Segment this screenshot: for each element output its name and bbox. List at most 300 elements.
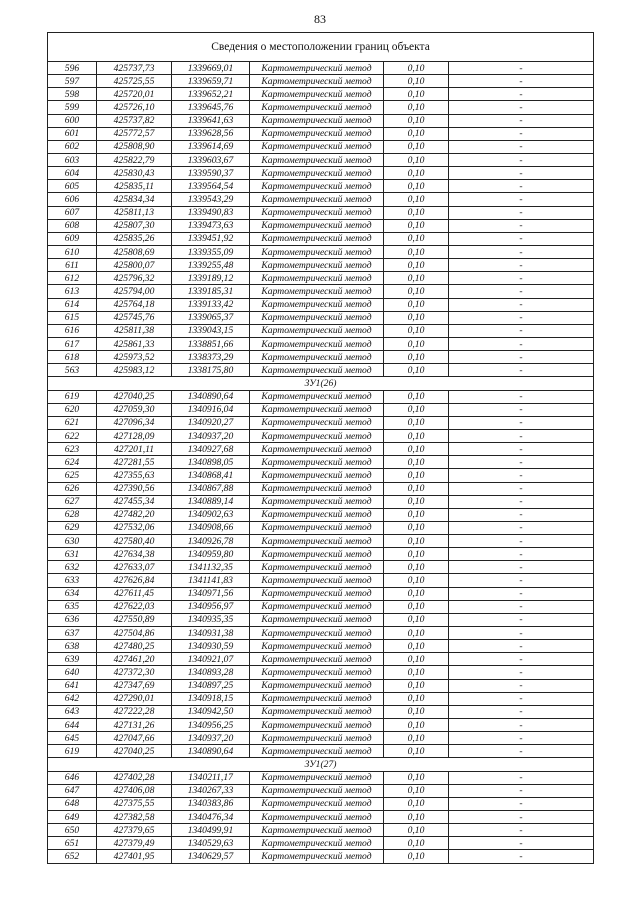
x-coordinate-cell: 427375,55: [97, 797, 172, 810]
description-cell: -: [449, 482, 594, 495]
accuracy-cell: 0,10: [384, 245, 449, 258]
y-coordinate-cell: 1340937,20: [172, 429, 250, 442]
table-row: [48, 429, 594, 442]
accuracy-cell: 0,10: [384, 153, 449, 166]
description-cell: -: [449, 351, 594, 364]
accuracy-cell: 0,10: [384, 548, 449, 561]
table-row: [48, 640, 594, 653]
x-coordinate-cell: 427131,26: [97, 719, 172, 732]
point-number-cell: 624: [48, 456, 97, 469]
method-cell: Картометрический метод: [250, 180, 384, 193]
table-row: [48, 600, 594, 613]
table-row: [48, 587, 594, 600]
point-number-cell: 639: [48, 653, 97, 666]
accuracy-cell: 0,10: [384, 62, 449, 75]
y-coordinate-cell: 1340956,97: [172, 600, 250, 613]
x-coordinate-cell: 427128,09: [97, 429, 172, 442]
description-cell: -: [449, 745, 594, 758]
accuracy-cell: 0,10: [384, 232, 449, 245]
table-row: [48, 732, 594, 745]
y-coordinate-cell: 1340890,64: [172, 390, 250, 403]
point-number-cell: 629: [48, 521, 97, 534]
x-coordinate-cell: 427201,11: [97, 443, 172, 456]
x-coordinate-cell: 427390,56: [97, 482, 172, 495]
accuracy-cell: 0,10: [384, 745, 449, 758]
point-number-cell: 648: [48, 797, 97, 810]
method-cell: Картометрический метод: [250, 613, 384, 626]
description-cell: -: [449, 811, 594, 824]
x-coordinate-cell: 427401,95: [97, 850, 172, 863]
section-label: ЗУ1(26): [48, 377, 594, 390]
x-coordinate-cell: 425800,07: [97, 259, 172, 272]
description-cell: -: [449, 403, 594, 416]
table-row: [48, 219, 594, 232]
method-cell: Картометрический метод: [250, 88, 384, 101]
method-cell: Картометрический метод: [250, 167, 384, 180]
accuracy-cell: 0,10: [384, 679, 449, 692]
description-cell: -: [449, 600, 594, 613]
description-cell: -: [449, 771, 594, 784]
point-number-cell: 605: [48, 180, 97, 193]
point-number-cell: 601: [48, 127, 97, 140]
x-coordinate-cell: 425772,57: [97, 127, 172, 140]
y-coordinate-cell: 1338851,66: [172, 337, 250, 350]
description-cell: -: [449, 443, 594, 456]
accuracy-cell: 0,10: [384, 495, 449, 508]
y-coordinate-cell: 1339590,37: [172, 167, 250, 180]
description-cell: -: [449, 364, 594, 377]
table-row: [48, 692, 594, 705]
point-number-cell: 623: [48, 443, 97, 456]
y-coordinate-cell: 1339185,31: [172, 285, 250, 298]
description-cell: -: [449, 456, 594, 469]
table-row: [48, 548, 594, 561]
point-number-cell: 612: [48, 272, 97, 285]
table-row: [48, 364, 594, 377]
accuracy-cell: 0,10: [384, 837, 449, 850]
method-cell: Картометрический метод: [250, 101, 384, 114]
accuracy-cell: 0,10: [384, 285, 449, 298]
table-row: [48, 206, 594, 219]
description-cell: -: [449, 416, 594, 429]
point-number-cell: 636: [48, 613, 97, 626]
point-number-cell: 649: [48, 811, 97, 824]
accuracy-cell: 0,10: [384, 101, 449, 114]
method-cell: Картометрический метод: [250, 837, 384, 850]
y-coordinate-cell: 1339543,29: [172, 193, 250, 206]
y-coordinate-cell: 1339133,42: [172, 298, 250, 311]
method-cell: Картометрический метод: [250, 245, 384, 258]
point-number-cell: 597: [48, 75, 97, 88]
description-cell: -: [449, 245, 594, 258]
x-coordinate-cell: 427633,07: [97, 561, 172, 574]
point-number-cell: 618: [48, 351, 97, 364]
table-title: Сведения о местоположении границ объекта: [48, 33, 594, 62]
description-cell: -: [449, 75, 594, 88]
y-coordinate-cell: 1339641,63: [172, 114, 250, 127]
description-cell: -: [449, 114, 594, 127]
table-row: [48, 390, 594, 403]
accuracy-cell: 0,10: [384, 784, 449, 797]
accuracy-cell: 0,10: [384, 666, 449, 679]
x-coordinate-cell: 425808,69: [97, 245, 172, 258]
description-cell: -: [449, 587, 594, 600]
x-coordinate-cell: 427622,03: [97, 600, 172, 613]
y-coordinate-cell: 1340211,17: [172, 771, 250, 784]
table-row: [48, 245, 594, 258]
point-number-cell: 603: [48, 153, 97, 166]
point-number-cell: 635: [48, 600, 97, 613]
point-number-cell: 640: [48, 666, 97, 679]
method-cell: Картометрический метод: [250, 127, 384, 140]
y-coordinate-cell: 1339451,92: [172, 232, 250, 245]
method-cell: Картометрический метод: [250, 272, 384, 285]
x-coordinate-cell: 425737,82: [97, 114, 172, 127]
y-coordinate-cell: 1338373,29: [172, 351, 250, 364]
description-cell: -: [449, 535, 594, 548]
table-row: [48, 443, 594, 456]
description-cell: -: [449, 337, 594, 350]
accuracy-cell: 0,10: [384, 705, 449, 718]
page-number: 83: [314, 12, 326, 26]
method-cell: Картометрический метод: [250, 784, 384, 797]
y-coordinate-cell: 1340529,63: [172, 837, 250, 850]
description-cell: -: [449, 784, 594, 797]
method-cell: Картометрический метод: [250, 337, 384, 350]
x-coordinate-cell: 425973,52: [97, 351, 172, 364]
point-number-cell: 616: [48, 324, 97, 337]
x-coordinate-cell: 425835,26: [97, 232, 172, 245]
description-cell: -: [449, 127, 594, 140]
point-number-cell: 638: [48, 640, 97, 653]
accuracy-cell: 0,10: [384, 403, 449, 416]
accuracy-cell: 0,10: [384, 364, 449, 377]
method-cell: Картометрический метод: [250, 482, 384, 495]
point-number-cell: 611: [48, 259, 97, 272]
description-cell: -: [449, 324, 594, 337]
x-coordinate-cell: 427482,20: [97, 508, 172, 521]
accuracy-cell: 0,10: [384, 469, 449, 482]
x-coordinate-cell: 427347,69: [97, 679, 172, 692]
x-coordinate-cell: 427379,65: [97, 824, 172, 837]
method-cell: Картометрический метод: [250, 114, 384, 127]
accuracy-cell: 0,10: [384, 587, 449, 600]
method-cell: Картометрический метод: [250, 521, 384, 534]
y-coordinate-cell: 1340868,41: [172, 469, 250, 482]
method-cell: Картометрический метод: [250, 692, 384, 705]
x-coordinate-cell: 427379,49: [97, 837, 172, 850]
table-row: [48, 180, 594, 193]
description-cell: -: [449, 705, 594, 718]
y-coordinate-cell: 1339189,12: [172, 272, 250, 285]
accuracy-cell: 0,10: [384, 732, 449, 745]
x-coordinate-cell: 427406,08: [97, 784, 172, 797]
method-cell: Картометрический метод: [250, 416, 384, 429]
point-number-cell: 647: [48, 784, 97, 797]
point-number-cell: 615: [48, 311, 97, 324]
accuracy-cell: 0,10: [384, 193, 449, 206]
method-cell: Картометрический метод: [250, 548, 384, 561]
description-cell: -: [449, 837, 594, 850]
description-cell: -: [449, 627, 594, 640]
method-cell: Картометрический метод: [250, 232, 384, 245]
method-cell: Картометрический метод: [250, 653, 384, 666]
y-coordinate-cell: 1340931,38: [172, 627, 250, 640]
point-number-cell: 645: [48, 732, 97, 745]
description-cell: -: [449, 692, 594, 705]
y-coordinate-cell: 1340889,14: [172, 495, 250, 508]
table-row: [48, 351, 594, 364]
section-header-row: [48, 377, 594, 390]
x-coordinate-cell: 425808,90: [97, 140, 172, 153]
accuracy-cell: 0,10: [384, 850, 449, 863]
method-cell: Картометрический метод: [250, 62, 384, 75]
y-coordinate-cell: 1340902,63: [172, 508, 250, 521]
method-cell: Картометрический метод: [250, 535, 384, 548]
description-cell: -: [449, 521, 594, 534]
method-cell: Картометрический метод: [250, 324, 384, 337]
x-coordinate-cell: 427461,20: [97, 653, 172, 666]
x-coordinate-cell: 425861,33: [97, 337, 172, 350]
y-coordinate-cell: 1340916,04: [172, 403, 250, 416]
method-cell: Картометрический метод: [250, 390, 384, 403]
y-coordinate-cell: 1339669,01: [172, 62, 250, 75]
description-cell: -: [449, 508, 594, 521]
point-number-cell: 619: [48, 390, 97, 403]
point-number-cell: 650: [48, 824, 97, 837]
y-coordinate-cell: 1340499,91: [172, 824, 250, 837]
x-coordinate-cell: 425807,30: [97, 219, 172, 232]
point-number-cell: 619: [48, 745, 97, 758]
method-cell: Картометрический метод: [250, 311, 384, 324]
x-coordinate-cell: 427550,89: [97, 613, 172, 626]
x-coordinate-cell: 425796,32: [97, 272, 172, 285]
accuracy-cell: 0,10: [384, 219, 449, 232]
method-cell: Картометрический метод: [250, 219, 384, 232]
y-coordinate-cell: 1339473,63: [172, 219, 250, 232]
method-cell: Картометрический метод: [250, 364, 384, 377]
y-coordinate-cell: 1340956,25: [172, 719, 250, 732]
x-coordinate-cell: 425834,34: [97, 193, 172, 206]
x-coordinate-cell: 427059,30: [97, 403, 172, 416]
point-number-cell: 604: [48, 167, 97, 180]
y-coordinate-cell: 1340267,33: [172, 784, 250, 797]
method-cell: Картометрический метод: [250, 745, 384, 758]
y-coordinate-cell: 1340918,15: [172, 692, 250, 705]
table-row: [48, 771, 594, 784]
accuracy-cell: 0,10: [384, 206, 449, 219]
method-cell: Картометрический метод: [250, 850, 384, 863]
table-row: [48, 745, 594, 758]
y-coordinate-cell: 1340867,88: [172, 482, 250, 495]
table-row: [48, 62, 594, 75]
method-cell: Картометрический метод: [250, 627, 384, 640]
x-coordinate-cell: 425794,00: [97, 285, 172, 298]
table-row: [48, 495, 594, 508]
description-cell: -: [449, 285, 594, 298]
description-cell: -: [449, 298, 594, 311]
point-number-cell: 633: [48, 574, 97, 587]
description-cell: -: [449, 62, 594, 75]
y-coordinate-cell: 1339659,71: [172, 75, 250, 88]
method-cell: Картометрический метод: [250, 705, 384, 718]
table-row: [48, 259, 594, 272]
x-coordinate-cell: 427355,63: [97, 469, 172, 482]
table-row: [48, 653, 594, 666]
description-cell: -: [449, 311, 594, 324]
table-row: [48, 627, 594, 640]
method-cell: Картометрический метод: [250, 574, 384, 587]
y-coordinate-cell: 1340921,07: [172, 653, 250, 666]
accuracy-cell: 0,10: [384, 88, 449, 101]
point-number-cell: 630: [48, 535, 97, 548]
method-cell: Картометрический метод: [250, 469, 384, 482]
x-coordinate-cell: 427290,01: [97, 692, 172, 705]
description-cell: -: [449, 193, 594, 206]
point-number-cell: 637: [48, 627, 97, 640]
accuracy-cell: 0,10: [384, 719, 449, 732]
table-row: [48, 824, 594, 837]
description-cell: -: [449, 232, 594, 245]
accuracy-cell: 0,10: [384, 180, 449, 193]
accuracy-cell: 0,10: [384, 324, 449, 337]
table-row: [48, 705, 594, 718]
y-coordinate-cell: 1340476,34: [172, 811, 250, 824]
y-coordinate-cell: 1340897,25: [172, 679, 250, 692]
table-row: [48, 837, 594, 850]
x-coordinate-cell: 427402,28: [97, 771, 172, 784]
method-cell: Картометрический метод: [250, 719, 384, 732]
method-cell: Картометрический метод: [250, 75, 384, 88]
accuracy-cell: 0,10: [384, 456, 449, 469]
y-coordinate-cell: 1340926,78: [172, 535, 250, 548]
point-number-cell: 608: [48, 219, 97, 232]
description-cell: -: [449, 219, 594, 232]
accuracy-cell: 0,10: [384, 127, 449, 140]
boundary-coordinates-table: [47, 32, 594, 864]
accuracy-cell: 0,10: [384, 75, 449, 88]
point-number-cell: 596: [48, 62, 97, 75]
accuracy-cell: 0,10: [384, 692, 449, 705]
accuracy-cell: 0,10: [384, 535, 449, 548]
point-number-cell: 602: [48, 140, 97, 153]
y-coordinate-cell: 1340629,57: [172, 850, 250, 863]
point-number-cell: 622: [48, 429, 97, 442]
description-cell: -: [449, 180, 594, 193]
accuracy-cell: 0,10: [384, 416, 449, 429]
table-row: [48, 298, 594, 311]
accuracy-cell: 0,10: [384, 600, 449, 613]
table-row: [48, 337, 594, 350]
y-coordinate-cell: 1340890,64: [172, 745, 250, 758]
accuracy-cell: 0,10: [384, 311, 449, 324]
y-coordinate-cell: 1339490,83: [172, 206, 250, 219]
y-coordinate-cell: 1340937,20: [172, 732, 250, 745]
y-coordinate-cell: 1339628,56: [172, 127, 250, 140]
y-coordinate-cell: 1340935,35: [172, 613, 250, 626]
table-row: [48, 574, 594, 587]
table-row: [48, 679, 594, 692]
method-cell: Картометрический метод: [250, 259, 384, 272]
table-row: [48, 75, 594, 88]
description-cell: -: [449, 640, 594, 653]
x-coordinate-cell: 427532,06: [97, 521, 172, 534]
description-cell: -: [449, 732, 594, 745]
method-cell: Картометрический метод: [250, 600, 384, 613]
method-cell: Картометрический метод: [250, 140, 384, 153]
point-number-cell: 598: [48, 88, 97, 101]
point-number-cell: 625: [48, 469, 97, 482]
point-number-cell: 607: [48, 206, 97, 219]
y-coordinate-cell: 1339065,37: [172, 311, 250, 324]
accuracy-cell: 0,10: [384, 429, 449, 442]
accuracy-cell: 0,10: [384, 259, 449, 272]
description-cell: -: [449, 666, 594, 679]
method-cell: Картометрический метод: [250, 193, 384, 206]
table-row: [48, 850, 594, 863]
x-coordinate-cell: 425811,38: [97, 324, 172, 337]
method-cell: Картометрический метод: [250, 153, 384, 166]
description-cell: -: [449, 390, 594, 403]
table-row: [48, 403, 594, 416]
point-number-cell: 620: [48, 403, 97, 416]
y-coordinate-cell: 1339355,09: [172, 245, 250, 258]
accuracy-cell: 0,10: [384, 771, 449, 784]
table-title-row: [48, 33, 594, 62]
description-cell: -: [449, 548, 594, 561]
x-coordinate-cell: 427611,45: [97, 587, 172, 600]
x-coordinate-cell: 427040,25: [97, 745, 172, 758]
table-row: [48, 311, 594, 324]
table-row: [48, 811, 594, 824]
x-coordinate-cell: 427047,66: [97, 732, 172, 745]
y-coordinate-cell: 1339614,69: [172, 140, 250, 153]
point-number-cell: 634: [48, 587, 97, 600]
description-cell: -: [449, 561, 594, 574]
description-cell: -: [449, 824, 594, 837]
accuracy-cell: 0,10: [384, 482, 449, 495]
y-coordinate-cell: 1341132,35: [172, 561, 250, 574]
y-coordinate-cell: 1339043,15: [172, 324, 250, 337]
point-number-cell: 617: [48, 337, 97, 350]
table-row: [48, 272, 594, 285]
accuracy-cell: 0,10: [384, 508, 449, 521]
y-coordinate-cell: 1339645,76: [172, 101, 250, 114]
table-row: [48, 127, 594, 140]
table-row: [48, 666, 594, 679]
method-cell: Картометрический метод: [250, 824, 384, 837]
table-row: [48, 193, 594, 206]
table-row: [48, 140, 594, 153]
description-cell: -: [449, 613, 594, 626]
method-cell: Картометрический метод: [250, 351, 384, 364]
x-coordinate-cell: 427040,25: [97, 390, 172, 403]
method-cell: Картометрический метод: [250, 508, 384, 521]
point-number-cell: 614: [48, 298, 97, 311]
x-coordinate-cell: 427455,34: [97, 495, 172, 508]
y-coordinate-cell: 1340930,59: [172, 640, 250, 653]
method-cell: Картометрический метод: [250, 298, 384, 311]
x-coordinate-cell: 425835,11: [97, 180, 172, 193]
y-coordinate-cell: 1340959,80: [172, 548, 250, 561]
table-row: [48, 797, 594, 810]
method-cell: Картометрический метод: [250, 771, 384, 784]
method-cell: Картометрический метод: [250, 666, 384, 679]
method-cell: Картометрический метод: [250, 679, 384, 692]
accuracy-cell: 0,10: [384, 337, 449, 350]
y-coordinate-cell: 1340927,68: [172, 443, 250, 456]
table-row: [48, 469, 594, 482]
